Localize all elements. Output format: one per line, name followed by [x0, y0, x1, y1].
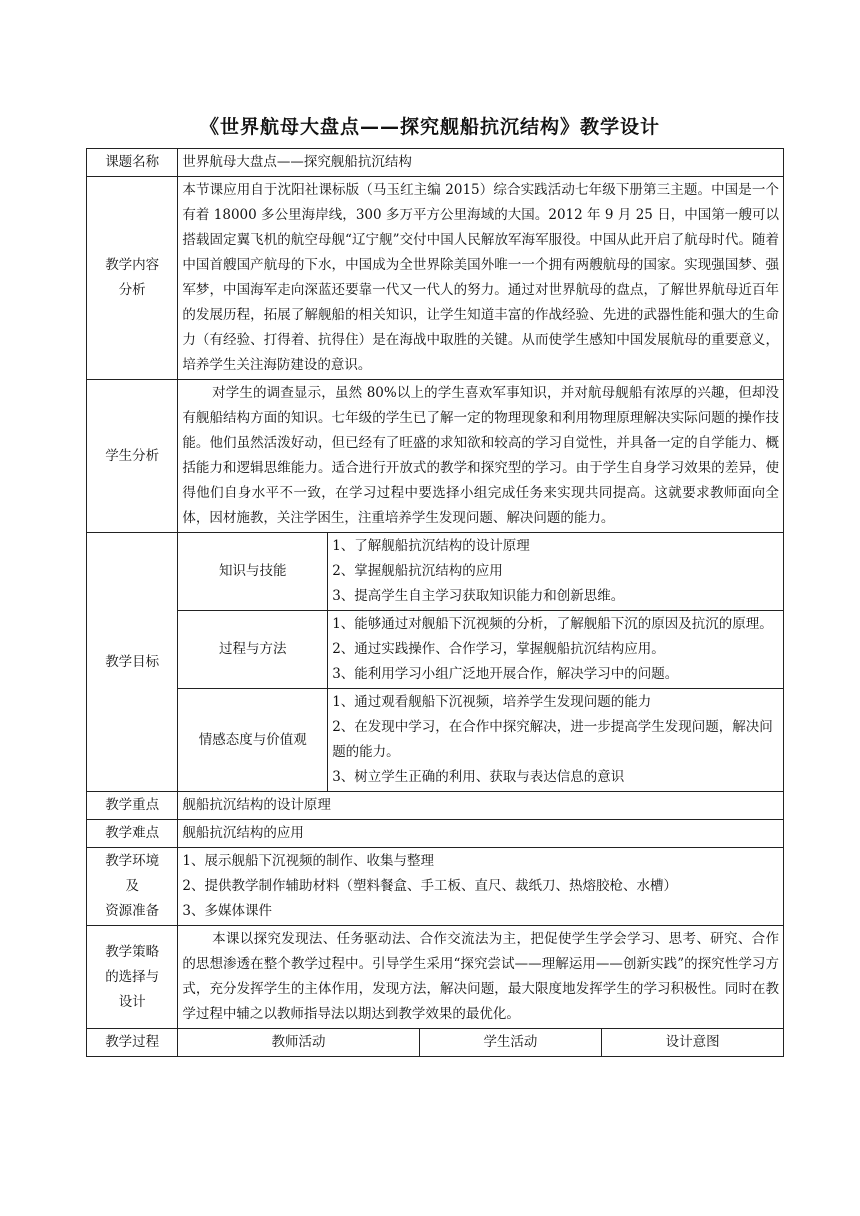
env-label-line3: 资源准备: [105, 903, 160, 919]
env-row: [87, 848, 784, 926]
lesson-plan-table: [86, 148, 784, 1057]
attitude-item: 1、通过观看舰船下沉视频，培养学生发现问题的能力: [332, 694, 652, 710]
topic-row: [87, 149, 784, 177]
page-title: 《世界航母大盘点——探究舰船抗沉结构》教学设计: [199, 116, 660, 138]
process-items: [328, 611, 784, 689]
strategy-label: [87, 926, 178, 1029]
knowledge-item: 1、了解舰船抗沉结构的设计原理: [332, 538, 530, 554]
env-label: [87, 848, 178, 926]
knowledge-item: 3、提高学生自主学习获取知识能力和创新思维。: [332, 588, 625, 604]
env-label-line2: 及: [125, 878, 139, 894]
students-text: 对学生的调查显示，虽然 80%以上的学生喜欢军事知识，并对航母舰船有浓厚的兴趣，但却没有舰船结构方面的知识。七年级的学生已了解一定的物理现象和利用物理原理解决实际问题的操作技能。他们虽然活泼好动，但已经有了旺盛的求知欲和较高的学习自觉性，并具备一定的自学能力、概括能力和逻辑思维能力。适合进行开放式的教学和探究型的学习。由于学生自身学习效果的差异，使得他们自身水平不一致，在学习过程中要选择小组完成任务来实现共同提高。这就要求教师面向全体，因材施教，关注学困生，注重培养学生发现问题、解决问题的能力。: [178, 380, 784, 533]
goals-process-row: [87, 611, 784, 689]
student-activity-header: 学生活动: [419, 1029, 602, 1057]
process-item: 2、通过实践操作、合作学习，掌握舰船抗沉结构应用。: [332, 641, 665, 657]
content-text: 本节课应用自于沈阳社课标版（马玉红主编 2015）综合实践活动七年级下册第三主题。中国是一个有着 18000 多公里海岸线，300 多万平方公里海域的大国。2012 年 9 月 25 日，中国第一艘可以搭载固定翼飞机的航空母舰“辽宁舰”交付中国人民解放军海军服役。中国从此开启了航母时代。随着中国首艘国产航母的下水，中国成为全世界除美国外唯一一个拥有两艘航母的国家。实现强国梦、强军梦，中国海军走向深蓝还要靠一代又一代人的努力。通过对世界航母的盘点，了解世界航母近百年的发展历程，拓展了解舰船的相关知识，让学生知道丰富的作战经验、先进的武器性能和强大的生命力（有经验、打得着、抗得住）是在海战中取胜的关键。从而使学生感知中国发展航母的重要意义，培养学生关注海防建设的意识。: [178, 177, 784, 380]
key-label: 教学重点: [87, 792, 178, 820]
topic-value: 世界航母大盘点——探究舰船抗沉结构: [178, 149, 784, 177]
process-item: 1、能够通过对舰船下沉视频的分析，了解舰船下沉的原因及抗沉的原理。: [332, 616, 773, 632]
content-row: [87, 177, 784, 380]
difficulty-value: 舰船抗沉结构的应用: [178, 820, 784, 848]
strategy-text: 本课以探究发现法、任务驱动法、合作交流法为主，把促使学生学会学习、思考、研究、合作的思想渗透在整个教学过程中。引导学生采用“探究尝试——理解运用——创新实践”的探究性学习方式，充分发挥学生的主体作用，发现方法，解决问题，最大限度地发挥学生的学习积极性。同时在教学过程中辅之以教师指导法以期达到教学效果的最优化。: [178, 926, 784, 1029]
knowledge-item: 2、掌握舰船抗沉结构的应用: [332, 563, 503, 579]
strategy-label-line3: 设计: [118, 993, 146, 1010]
difficulty-row: [87, 820, 784, 848]
process-item: 3、能利用学习小组广泛地开展合作，解决学习中的问题。: [332, 666, 679, 682]
env-item: 1、展示舰船下沉视频的制作、收集与整理: [182, 853, 434, 869]
attitude-item: 2、在发现中学习，在合作中探究解决，进一步提高学生发现问题，解决问题的能力。: [332, 719, 773, 760]
key-value: 舰船抗沉结构的设计原理: [178, 792, 784, 820]
goals-attitude-row: [87, 689, 784, 792]
knowledge-items: [328, 533, 784, 611]
students-row: [87, 380, 784, 533]
goals-knowledge-row: [87, 533, 784, 611]
env-label-line1: 教学环境: [105, 853, 160, 869]
content-label-line2: 分析: [118, 282, 146, 298]
env-item: 2、提供教学制作辅助材料（塑料餐盒、手工板、直尺、裁纸刀、热熔胶枪、水槽）: [182, 878, 677, 894]
process-header-row: [87, 1029, 784, 1057]
difficulty-label: 教学难点: [87, 820, 178, 848]
process-row-label: 教学过程: [87, 1029, 178, 1057]
topic-label: 课题名称: [87, 149, 178, 177]
attitude-item: 3、树立学生正确的利用、获取与表达信息的意识: [332, 769, 625, 785]
attitude-items: [328, 689, 784, 792]
attitude-label: 情感态度与价值观: [178, 689, 328, 792]
knowledge-label: 知识与技能: [178, 533, 328, 611]
students-label: 学生分析: [87, 380, 178, 533]
process-label: 过程与方法: [178, 611, 328, 689]
key-row: [87, 792, 784, 820]
strategy-label-line2: 的选择与: [105, 968, 160, 985]
strategy-label-line1: 教学策略: [105, 943, 160, 960]
goals-label: 教学目标: [87, 533, 178, 792]
env-item: 3、多媒体课件: [182, 903, 272, 919]
teacher-activity-header: 教师活动: [178, 1029, 419, 1057]
env-items: [178, 848, 784, 926]
design-intent-header: 设计意图: [602, 1029, 784, 1057]
content-label-line1: 教学内容: [105, 257, 160, 273]
content-label: [87, 177, 178, 380]
strategy-row: [87, 926, 784, 1029]
